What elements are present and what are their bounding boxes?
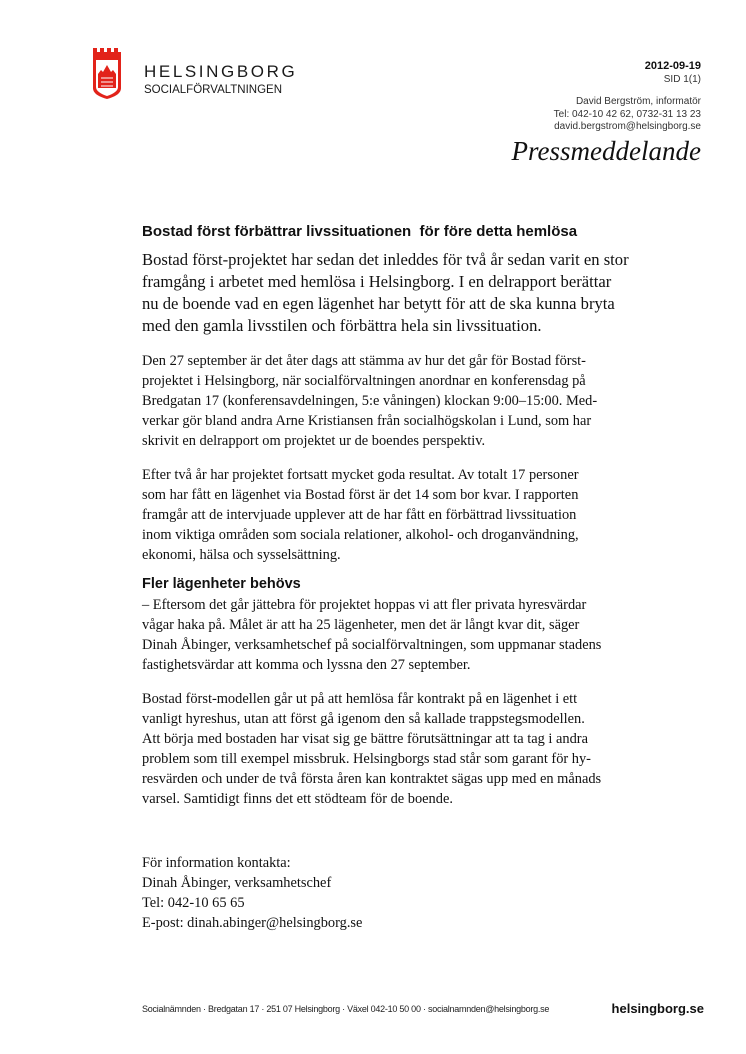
press-release-title: Bostad först förbättrar livssituationen för före detta hemlösa	[142, 223, 578, 240]
text-line: projektet i Helsingborg, när socialförvaltningen anordnar en konferensdag på	[142, 373, 586, 389]
text-line: som har fått en lägenhet via Bostad först är det 14 som bor kvar. I rapporten	[142, 487, 579, 503]
contact-phone: Tel: 042-10 42 62, 0732-31 13 23	[553, 108, 701, 120]
paragraph-3	[142, 595, 722, 675]
text-line: Bostad först-projektet har sedan det inleddes för två år sedan varit en stor	[142, 250, 629, 269]
department-name: SOCIALFÖRVALTNINGEN	[144, 84, 283, 96]
text-line: varsel. Samtidigt finns det ett stödteam för de boende.	[142, 791, 453, 807]
text-line: framgår att de intervjuade upplever att de har fått en förbättrad livssituation	[142, 507, 577, 523]
text-line: Att börja med bostaden har visat sig ge bättre förutsättningar att ta tag i andra	[142, 731, 588, 747]
text-line: – Eftersom det går jättebra för projektet hoppas vi att fler privata hyresvärdar	[142, 597, 587, 613]
paragraph-1	[142, 351, 722, 451]
document-type: Pressmeddelande	[511, 136, 701, 166]
contact-info	[142, 853, 722, 933]
text-line: vanligt hyreshus, utan att först gå igenom den så kallade trappstegsmodellen.	[142, 711, 585, 727]
contact-email: david.bergstrom@helsingborg.se	[554, 121, 701, 132]
text-line: skrivit en delrapport om projektet ur de boendes perspektiv.	[142, 433, 486, 449]
text-line: Dinah Åbinger, verksamhetschef på socialförvaltningen, som uppmanar stadens	[142, 637, 602, 653]
helsingborg-crest-logo	[92, 44, 122, 105]
text-line: Bredgatan 17 (konferensavdelningen, 5:e våningen) klockan 9:00–15:00. Med-	[142, 393, 598, 409]
text-line: vågar haka på. Målet är att ha 25 lägenheter, men det är långt kvar dit, säger	[142, 617, 580, 633]
subheading: Fler lägenheter behövs	[142, 576, 301, 592]
text-line: problem som till exempel missbruk. Helsingborgs stad står som garant för hy-	[142, 751, 591, 767]
footer-website[interactable]: helsingborg.se	[611, 1001, 704, 1016]
text-line: ekonomi, hälsa och sysselsättning.	[142, 547, 341, 563]
paragraph-4	[142, 689, 722, 809]
text-line: verkar gör bland andra Arne Kristiansen från socialhögskolan i Lund, som har	[142, 413, 592, 429]
text-line: Tel: 042-10 65 65	[142, 895, 245, 911]
text-line: Bostad först-modellen går ut på att hemlösa får kontrakt på en lägenhet i ett	[142, 691, 578, 707]
text-line: För information kontakta:	[142, 855, 291, 871]
paragraph-2	[142, 465, 722, 565]
contact-name: David Bergström, informatör	[575, 96, 701, 107]
text-line: fastighetsvärdar att komma och lyssna den 27 september.	[142, 657, 471, 673]
text-line: nu de boende vad en egen lägenhet har betytt för att de ska kunna bryta	[142, 294, 615, 313]
contact-block	[554, 96, 701, 134]
text-line: inom viktiga områden som sociala relationer, alkohol- och droganvändning,	[142, 527, 579, 543]
press-release-body	[142, 223, 722, 933]
text-line: resvärden och under de två första åren kan kontraktet sägas upp med en månads	[142, 771, 602, 787]
lead-paragraph	[142, 249, 722, 337]
logo-name: HELSINGBORG	[144, 62, 298, 81]
text-line: E-post: dinah.abinger@helsingborg.se	[142, 915, 363, 931]
text-line: framgång i arbetet med hemlösa i Helsingborg. I en delrapport berättar	[142, 272, 612, 291]
text-line: Den 27 september är det åter dags att stämma av hur det går för Bostad först-	[142, 353, 586, 369]
date: 2012-09-19	[644, 60, 701, 72]
text-line: med den gamla livsstilen och förbättra hela sin livssituation.	[142, 316, 542, 335]
text-line: Dinah Åbinger, verksamhetschef	[142, 875, 332, 891]
text-line: Efter två år har projektet fortsatt mycket goda resultat. Av totalt 17 personer	[142, 467, 579, 483]
footer-address: Socialnämnden · Bredgatan 17 · 251 07 Helsingborg · Växel 042-10 50 00 · socialnamnden@helsingborg.se	[142, 1004, 550, 1014]
page-number: SID 1(1)	[663, 74, 701, 85]
